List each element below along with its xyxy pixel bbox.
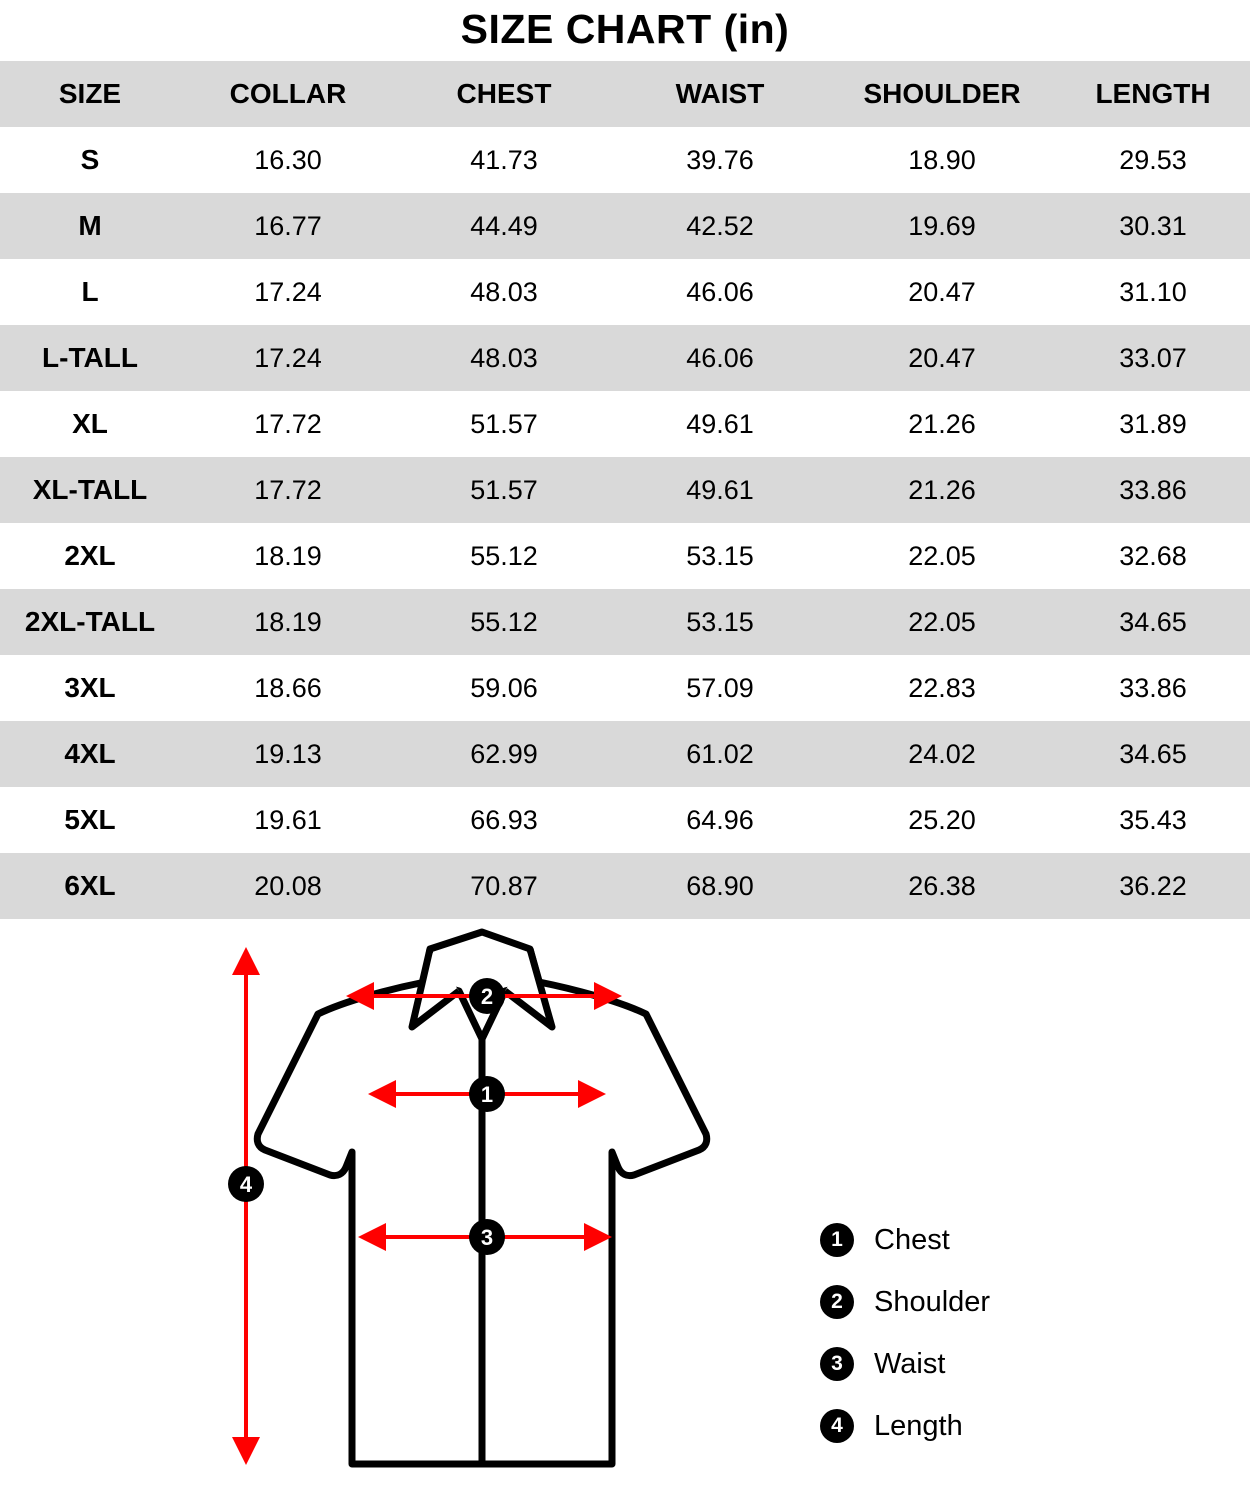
table-row xyxy=(0,391,1250,457)
svg-text:2: 2 xyxy=(480,984,494,1009)
cell-shoulder: 22.05 xyxy=(908,606,976,637)
cell-length: 33.86 xyxy=(1119,672,1187,703)
marker-badge-length xyxy=(228,1166,264,1202)
cell-waist: 46.06 xyxy=(686,276,754,307)
cell-chest: 44.49 xyxy=(470,210,538,241)
cell-collar: 17.72 xyxy=(254,474,322,505)
cell-waist: 53.15 xyxy=(686,540,754,571)
legend-label-length: Length xyxy=(874,1409,963,1442)
cell-length: 36.22 xyxy=(1119,870,1187,901)
table-row xyxy=(0,787,1250,853)
measurement-legend xyxy=(820,1209,1160,1457)
cell-shoulder: 26.38 xyxy=(908,870,976,901)
table-row xyxy=(0,127,1250,193)
cell-size: M xyxy=(78,210,102,241)
table-header-row xyxy=(0,61,1250,127)
table-row xyxy=(0,457,1250,523)
column-header-chest: CHEST xyxy=(456,78,552,109)
measurement-diagram xyxy=(0,919,1250,1479)
cell-collar: 19.61 xyxy=(254,804,322,835)
cell-collar: 18.66 xyxy=(254,672,322,703)
table-row xyxy=(0,721,1250,787)
cell-shoulder: 21.26 xyxy=(908,474,976,505)
cell-size: L xyxy=(81,276,99,307)
cell-size: 2XL xyxy=(64,540,116,571)
cell-chest: 48.03 xyxy=(470,276,538,307)
cell-chest: 55.12 xyxy=(470,540,538,571)
badge-3-icon: 3 xyxy=(820,1347,854,1381)
cell-chest: 48.03 xyxy=(470,342,538,373)
badge-1-icon: 1 xyxy=(820,1223,854,1257)
cell-shoulder: 20.47 xyxy=(908,342,976,373)
svg-text:3: 3 xyxy=(480,1225,494,1250)
cell-shoulder: 21.26 xyxy=(908,408,976,439)
cell-collar: 19.13 xyxy=(254,738,322,769)
cell-waist: 64.96 xyxy=(686,804,754,835)
table-row xyxy=(0,853,1250,919)
table-row xyxy=(0,259,1250,325)
legend-label-chest: Chest xyxy=(874,1223,950,1256)
cell-length: 32.68 xyxy=(1119,540,1187,571)
size-chart-table xyxy=(0,61,1250,919)
cell-collar: 16.30 xyxy=(254,144,322,175)
cell-size: XL-TALL xyxy=(32,474,148,505)
cell-length: 33.86 xyxy=(1119,474,1187,505)
page-title: SIZE CHART (in) xyxy=(460,6,790,52)
legend-item-length xyxy=(820,1395,1160,1457)
legend-label-shoulder: Shoulder xyxy=(874,1285,991,1318)
legend-label-waist: Waist xyxy=(874,1347,946,1380)
cell-waist: 68.90 xyxy=(686,870,754,901)
column-header-length: LENGTH xyxy=(1095,78,1211,109)
cell-waist: 49.61 xyxy=(686,474,754,505)
cell-size: 3XL xyxy=(64,672,116,703)
cell-waist: 61.02 xyxy=(686,738,754,769)
cell-chest: 66.93 xyxy=(470,804,538,835)
cell-size: 5XL xyxy=(64,804,116,835)
cell-chest: 41.73 xyxy=(470,144,538,175)
legend-item-chest xyxy=(820,1209,1160,1271)
cell-length: 31.89 xyxy=(1119,408,1187,439)
table-header xyxy=(0,61,1250,127)
svg-text:4: 4 xyxy=(239,1172,253,1197)
table-body xyxy=(0,127,1250,919)
cell-chest: 70.87 xyxy=(470,870,538,901)
cell-collar: 17.72 xyxy=(254,408,322,439)
cell-shoulder: 20.47 xyxy=(908,276,976,307)
cell-collar: 16.77 xyxy=(254,210,322,241)
cell-chest: 62.99 xyxy=(470,738,538,769)
cell-length: 34.65 xyxy=(1119,606,1187,637)
cell-shoulder: 19.69 xyxy=(908,210,976,241)
cell-waist: 53.15 xyxy=(686,606,754,637)
legend-item-shoulder xyxy=(820,1271,1160,1333)
cell-collar: 20.08 xyxy=(254,870,322,901)
cell-size: 2XL-TALL xyxy=(24,606,156,637)
badge-4-icon: 4 xyxy=(820,1409,854,1443)
cell-waist: 46.06 xyxy=(686,342,754,373)
cell-size: S xyxy=(80,144,100,175)
cell-chest: 59.06 xyxy=(470,672,538,703)
column-header-shoulder: SHOULDER xyxy=(863,78,1021,109)
cell-length: 33.07 xyxy=(1119,342,1187,373)
cell-size: L-TALL xyxy=(42,342,138,373)
cell-chest: 51.57 xyxy=(470,474,538,505)
cell-collar: 17.24 xyxy=(254,276,322,307)
cell-shoulder: 22.83 xyxy=(908,672,976,703)
svg-text:1: 1 xyxy=(480,1082,494,1107)
table-row xyxy=(0,523,1250,589)
cell-length: 30.31 xyxy=(1119,210,1187,241)
cell-chest: 51.57 xyxy=(470,408,538,439)
legend-item-waist xyxy=(820,1333,1160,1395)
cell-collar: 18.19 xyxy=(254,540,322,571)
cell-length: 29.53 xyxy=(1119,144,1187,175)
cell-chest: 55.12 xyxy=(470,606,538,637)
column-header-collar: COLLAR xyxy=(229,78,347,109)
cell-shoulder: 24.02 xyxy=(908,738,976,769)
badge-2-icon: 2 xyxy=(820,1285,854,1319)
table-row xyxy=(0,193,1250,259)
cell-size: 6XL xyxy=(64,870,116,901)
table-row xyxy=(0,589,1250,655)
cell-waist: 42.52 xyxy=(686,210,754,241)
marker-badge-chest xyxy=(469,1076,505,1112)
cell-waist: 49.61 xyxy=(686,408,754,439)
cell-waist: 39.76 xyxy=(686,144,754,175)
marker-badge-waist xyxy=(469,1219,505,1255)
cell-collar: 17.24 xyxy=(254,342,322,373)
cell-shoulder: 25.20 xyxy=(908,804,976,835)
cell-shoulder: 18.90 xyxy=(908,144,976,175)
column-header-size: SIZE xyxy=(58,78,122,109)
cell-length: 34.65 xyxy=(1119,738,1187,769)
cell-length: 31.10 xyxy=(1119,276,1187,307)
table-row xyxy=(0,655,1250,721)
cell-size: XL xyxy=(72,408,108,439)
cell-length: 35.43 xyxy=(1119,804,1187,835)
marker-badge-shoulder xyxy=(469,978,505,1014)
cell-size: 4XL xyxy=(64,738,116,769)
cell-collar: 18.19 xyxy=(254,606,322,637)
column-header-waist: WAIST xyxy=(675,78,765,109)
table-row xyxy=(0,325,1250,391)
cell-shoulder: 22.05 xyxy=(908,540,976,571)
cell-waist: 57.09 xyxy=(686,672,754,703)
